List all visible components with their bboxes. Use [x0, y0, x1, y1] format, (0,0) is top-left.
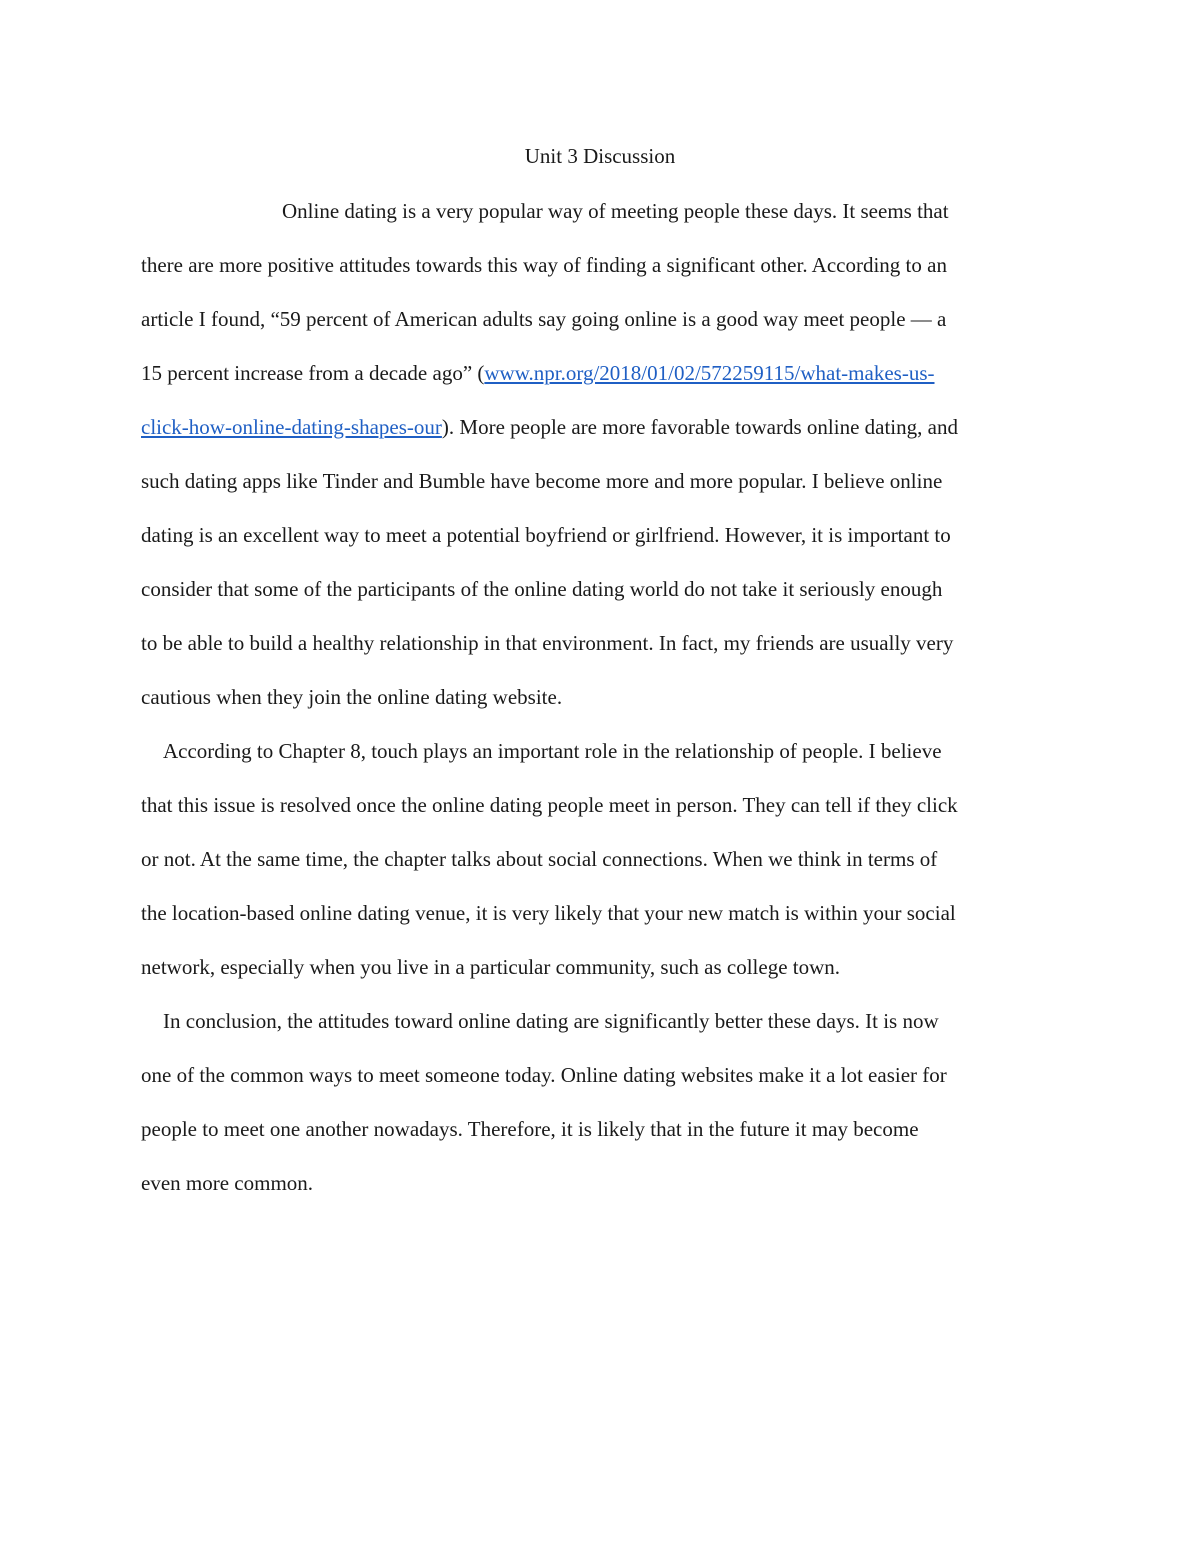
paragraph-1-line-2: there are more positive attitudes towards this way of finding a significant other. According to an — [141, 253, 947, 277]
paragraph-2-line-3: or not. At the same time, the chapter talks about social connections. When we think in terms of — [141, 847, 938, 871]
paragraph-1-line-10: cautious when they join the online dating website. — [141, 685, 563, 709]
paragraph-1-line-4 — [141, 358, 935, 388]
paragraph-1-line-5 — [141, 412, 958, 442]
paragraph-1-line-6: such dating apps like Tinder and Bumble have become more and more popular. I believe online — [141, 469, 943, 493]
paragraph-3-line-2: one of the common ways to meet someone today. Online dating websites make it a lot easier for — [141, 1063, 947, 1087]
line-continuation-text: ). More people are more favorable towards online dating, and — [441, 415, 958, 439]
paragraph-1-line-3: article I found, “59 percent of American adults say going online is a good way meet people — a — [141, 307, 947, 331]
paragraph-3-line-4: even more common. — [141, 1171, 314, 1195]
paragraph-2-line-2: that this issue is resolved once the online dating people meet in person. They can tell if they click — [141, 793, 958, 817]
quote-end-text: 15 percent increase from a decade ago” ( — [141, 361, 485, 385]
paragraph-2-line-4: the location-based online dating venue, it is very likely that your new match is within your social — [141, 901, 956, 925]
npr-article-link-part-1[interactable]: www.npr.org/2018/01/02/572259115/what-makes-us- — [484, 361, 935, 385]
paragraph-2-line-1: According to Chapter 8, touch plays an important role in the relationship of people. I believe — [163, 739, 942, 763]
paragraph-1-line-1: Online dating is a very popular way of meeting people these days. It seems that — [282, 199, 949, 223]
paragraph-1-line-9: to be able to build a healthy relationship in that environment. In fact, my friends are usually very — [141, 631, 954, 655]
npr-article-link-part-2[interactable]: click-how-online-dating-shapes-our — [141, 415, 442, 439]
paragraph-2-line-5: network, especially when you live in a particular community, such as college town. — [141, 955, 841, 979]
document-title: Unit 3 Discussion — [524, 144, 676, 168]
paragraph-1-line-7: dating is an excellent way to meet a potential boyfriend or girlfriend. However, it is important to — [141, 523, 951, 547]
paragraph-3-line-1: In conclusion, the attitudes toward online dating are significantly better these days. It is now — [163, 1009, 939, 1033]
paragraph-3-line-3: people to meet one another nowadays. Therefore, it is likely that in the future it may become — [141, 1117, 919, 1141]
paragraph-1-line-8: consider that some of the participants of the online dating world do not take it seriously enough — [141, 577, 943, 601]
